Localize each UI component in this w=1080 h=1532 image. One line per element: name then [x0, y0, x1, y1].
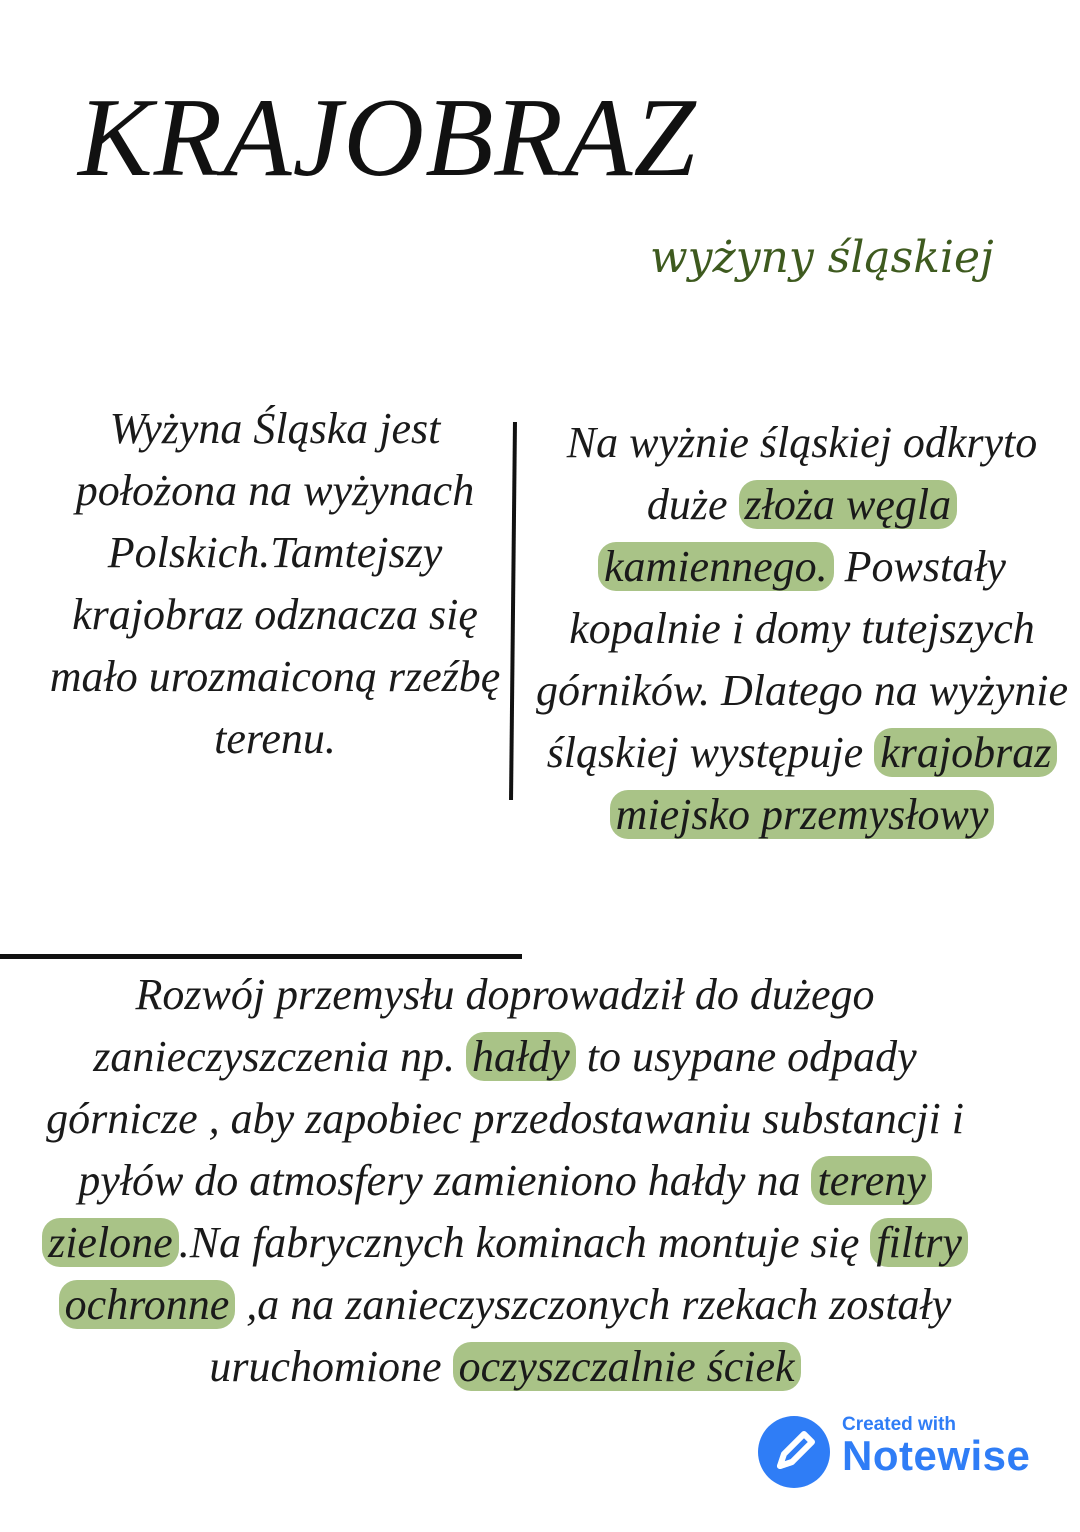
highlight-filters: filtry ochronne — [59, 1218, 968, 1329]
horizontal-divider — [0, 954, 522, 959]
bottom-text-4: ,a na zanieczyszczonych rzekach zostały uruchomione — [209, 1280, 952, 1391]
right-paragraph — [534, 412, 1070, 846]
pencil-icon — [758, 1416, 830, 1488]
right-text-2: Powstały kopalnie i domy tutejszych górników. Dlatego na wyżynie śląskiej występuje — [536, 542, 1068, 777]
page-title: KRAJOBRAZ — [78, 76, 697, 200]
highlight-urban-industrial: krajobraz miejsko przemysłowy — [610, 728, 1058, 839]
bottom-text-2: to usypane odpady górnicze , aby zapobiec przedostawaniu substancji i pyłów do atmosfery zamieniono hałdy na — [46, 1032, 964, 1205]
bottom-paragraph — [20, 964, 990, 1398]
notewise-badge — [758, 1412, 1048, 1492]
highlight-coal-deposits: złoża węgla kamiennego. — [598, 480, 957, 591]
bottom-text-3: .Na fabrycznych kominach montuje się — [178, 1218, 871, 1267]
badge-brand: Notewise — [842, 1432, 1031, 1479]
page-subtitle: wyżyny śląskiej — [650, 232, 994, 283]
badge-created-with: Created with — [842, 1414, 957, 1435]
right-text-1: Na wyżnie śląskiej odkryto duże — [566, 418, 1038, 529]
vertical-divider — [509, 422, 517, 800]
highlight-haldy: hałdy — [466, 1032, 576, 1081]
highlight-green-areas: tereny zielone — [42, 1156, 932, 1267]
bottom-text-1: Rozwój przemysłu doprowadził do dużego zanieczyszczenia np. — [93, 970, 875, 1081]
left-paragraph: Wyżyna Śląska jest położona na wyżynach Polskich.Tamtejszy krajobraz odznacza się mało urozmaiconą rzeźbę terenu. — [49, 404, 501, 763]
highlight-treatment-plants: oczyszczalnie ściek — [453, 1342, 801, 1391]
